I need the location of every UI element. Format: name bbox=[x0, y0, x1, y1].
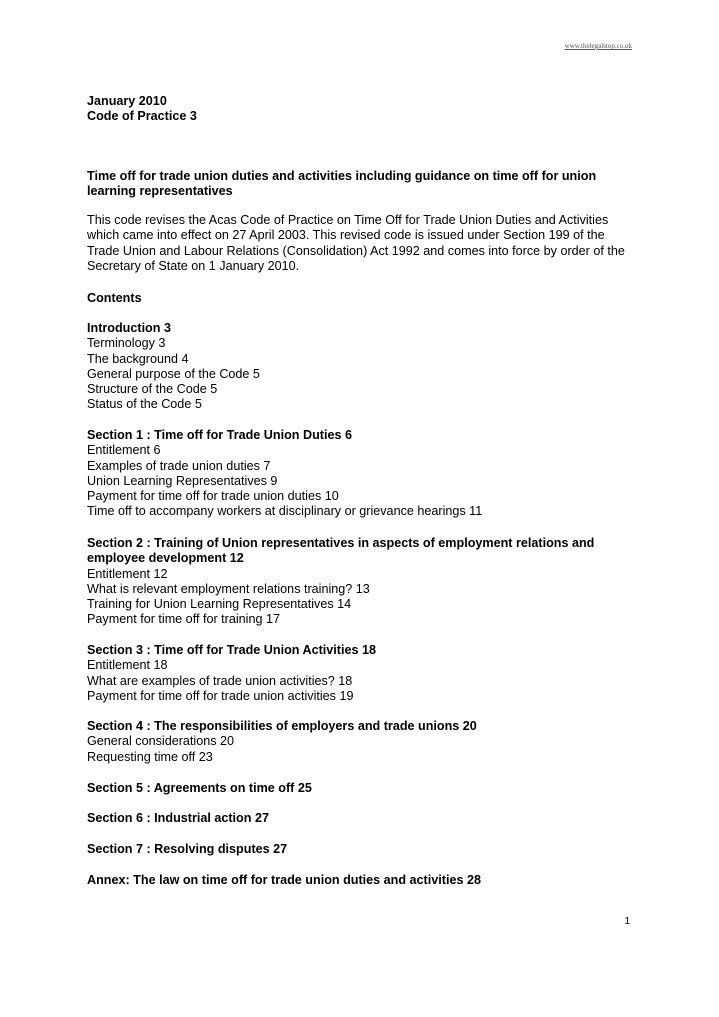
toc-item[interactable]: Terminology 3 bbox=[87, 336, 166, 351]
toc-section-heading[interactable]: Section 3 : Time off for Trade Union Activities 18 bbox=[87, 643, 377, 657]
header-url-link[interactable]: www.thelegalstop.co.uk bbox=[564, 42, 632, 50]
toc-item[interactable]: What is relevant employment relations training? 13 bbox=[87, 581, 370, 596]
document-code: Code of Practice 3 bbox=[87, 109, 197, 124]
toc-section-annex bbox=[87, 873, 481, 888]
toc-section-heading[interactable]: Section 1 : Time off for Trade Union Duties 6 bbox=[87, 428, 352, 442]
toc-item[interactable]: Payment for time off for trade union activities 19 bbox=[87, 688, 354, 703]
intro-paragraph: This code revises the Acas Code of Practice on Time Off for Trade Union Duties and Activities which came into effect on 27 April 2003. This revised code is issued under Section 199 of the Trade Union and Labour Relations (Consolidation) Act 1992 and comes into force by order of the Secretary of State on 1 January 2010. bbox=[87, 213, 625, 273]
toc-item[interactable]: Entitlement 12 bbox=[87, 566, 168, 581]
toc-section-2 bbox=[87, 536, 632, 628]
toc-section-heading[interactable]: Section 5 : Agreements on time off 25 bbox=[87, 781, 312, 795]
document-date: January 2010 bbox=[87, 94, 167, 108]
toc-item[interactable]: Training for Union Learning Representatives 14 bbox=[87, 597, 352, 612]
toc-section-heading[interactable]: Section 4 : The responsibilities of employers and trade unions 20 bbox=[87, 719, 477, 733]
toc-section-4 bbox=[87, 719, 477, 765]
toc-item[interactable]: Entitlement 6 bbox=[87, 443, 161, 458]
toc-item[interactable]: Payment for time off for training 17 bbox=[87, 612, 280, 627]
toc-section-heading[interactable]: Section 7 : Resolving disputes 27 bbox=[87, 842, 288, 856]
toc-section-5 bbox=[87, 781, 312, 796]
toc-item[interactable]: General considerations 20 bbox=[87, 734, 235, 749]
toc-item[interactable]: Entitlement 18 bbox=[87, 658, 168, 673]
document-title: Time off for trade union duties and activities including guidance on time off for union learning representatives bbox=[87, 169, 597, 199]
toc-section-1 bbox=[87, 428, 482, 520]
toc-item[interactable]: What are examples of trade union activities? 18 bbox=[87, 673, 353, 688]
toc-item[interactable]: Payment for time off for trade union duties 10 bbox=[87, 489, 339, 504]
toc-item[interactable]: The background 4 bbox=[87, 351, 189, 366]
toc-item[interactable]: General purpose of the Code 5 bbox=[87, 366, 260, 381]
document-date-block bbox=[87, 94, 197, 125]
toc-section-6 bbox=[87, 811, 269, 826]
toc-item[interactable]: Union Learning Representatives 9 bbox=[87, 473, 278, 488]
toc-section-heading[interactable]: Annex: The law on time off for trade union duties and activities 28 bbox=[87, 873, 481, 887]
toc-item[interactable]: Examples of trade union duties 7 bbox=[87, 458, 271, 473]
toc-section-3 bbox=[87, 643, 376, 704]
toc-section-heading[interactable]: Section 2 : Training of Union representatives in aspects of employment relations and employee development 12 bbox=[87, 536, 595, 566]
toc-item[interactable]: Requesting time off 23 bbox=[87, 749, 213, 764]
toc-item[interactable]: Structure of the Code 5 bbox=[87, 382, 218, 397]
toc-section-7 bbox=[87, 842, 287, 857]
toc-section-heading[interactable]: Introduction 3 bbox=[87, 321, 171, 335]
page-number: 1 bbox=[624, 916, 630, 927]
toc-item[interactable]: Time off to accompany workers at disciplinary or grievance hearings 11 bbox=[87, 504, 483, 519]
toc-item[interactable]: Status of the Code 5 bbox=[87, 397, 202, 412]
contents-heading: Contents bbox=[87, 291, 142, 305]
toc-section-heading[interactable]: Section 6 : Industrial action 27 bbox=[87, 811, 269, 825]
toc-section-introduction bbox=[87, 321, 260, 413]
